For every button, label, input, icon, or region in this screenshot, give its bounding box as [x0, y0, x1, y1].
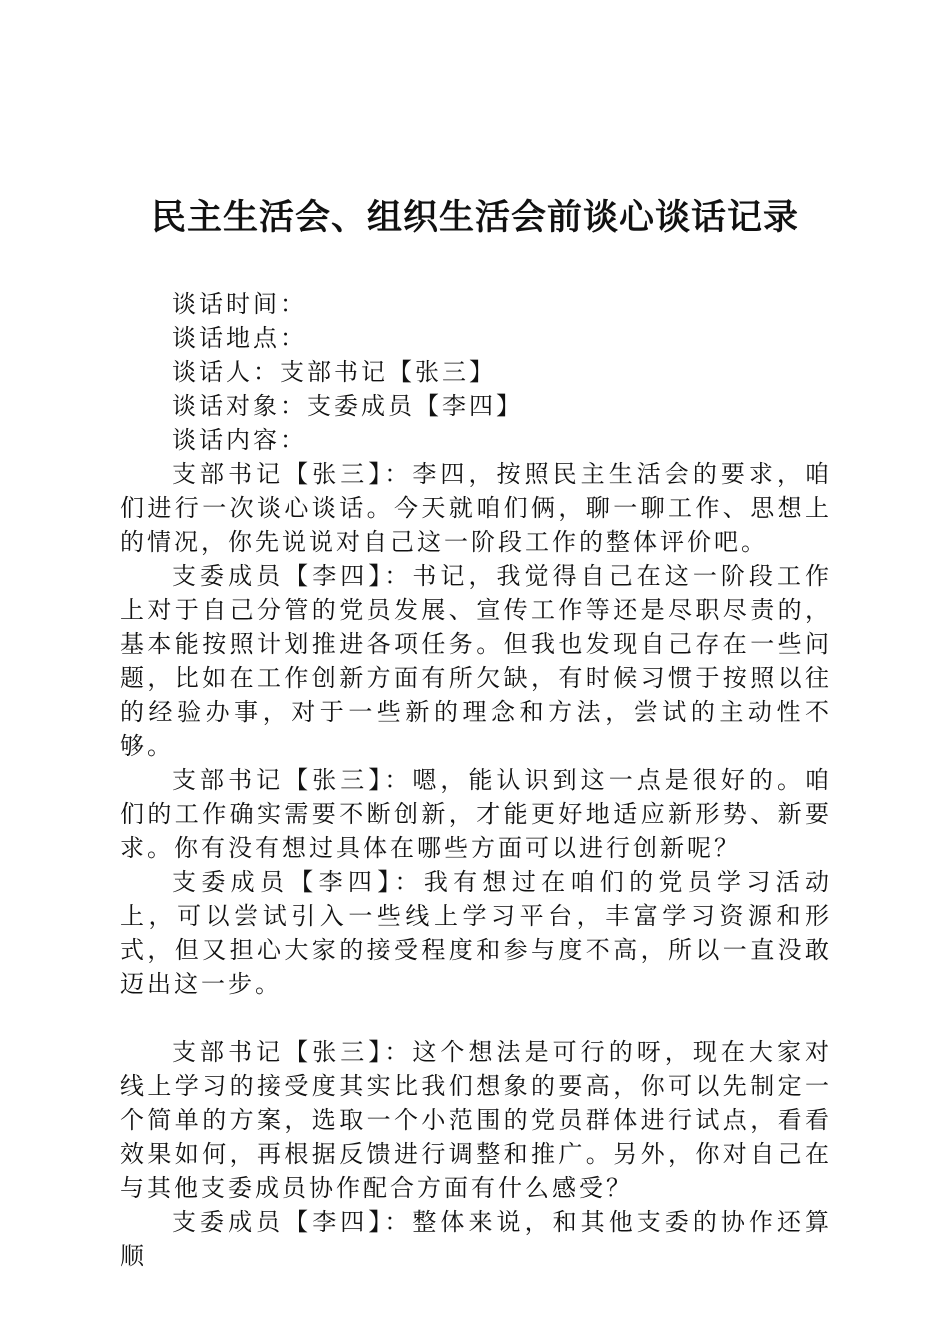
meta-content: 谈话内容： [172, 426, 307, 454]
dialogue-paragraph: 支部书记【张三】：这个想法是可行的呀，现在大家对线上学习的接受度其实比我们想象的要高，你可以先制定一个简单的方案，选取一个小范围的党员群体进行试点，看看效果如何，再根据反馈进行调整和推广。另外，你对自己在与其他支委成员协作配合方面有什么感受？ [120, 1038, 832, 1202]
document-body [120, 287, 832, 1273]
dialogue-paragraph: 支部书记【张三】：李四，按照民主生活会的要求，咱们进行一次谈心谈话。今天就咱们俩，聊一聊工作、思想上的情况，你先说说对自己这一阶段工作的整体评价吧。 [120, 460, 832, 556]
meta-target: 谈话对象：支委成员【李四】 [172, 392, 523, 420]
meta-place: 谈话地点： [172, 324, 307, 352]
dialogue-paragraph: 支委成员【李四】：书记，我觉得自己在这一阶段工作上对于自己分管的党员发展、宣传工作等还是尽职尽责的，基本能按照计划推进各项任务。但我也发现自己存在一些问题，比如在工作创新方面有所欠缺，有时候习惯于按照以往的经验办事，对于一些新的理念和方法，尝试的主动性不够。 [120, 562, 832, 760]
dialogue-paragraph: 支委成员【李四】：整体来说，和其他支委的协作还算顺 [120, 1208, 832, 1270]
dialogue-paragraph: 支部书记【张三】：嗯，能认识到这一点是很好的。咱们的工作确实需要不断创新，才能更好地适应新形势、新要求。你有没有想过具体在哪些方面可以进行创新呢？ [120, 766, 832, 862]
meta-speaker: 谈话人：支部书记【张三】 [172, 358, 496, 386]
meta-time: 谈话时间： [172, 290, 307, 318]
document-title: 民主生活会、组织生活会前谈心谈话记录 [150, 197, 799, 238]
dialogue-paragraph: 支委成员【李四】：我有想过在咱们的党员学习活动上，可以尝试引入一些线上学习平台，丰富学习资源和形式，但又担心大家的接受程度和参与度不高，所以一直没敢迈出这一步。 [120, 868, 832, 998]
